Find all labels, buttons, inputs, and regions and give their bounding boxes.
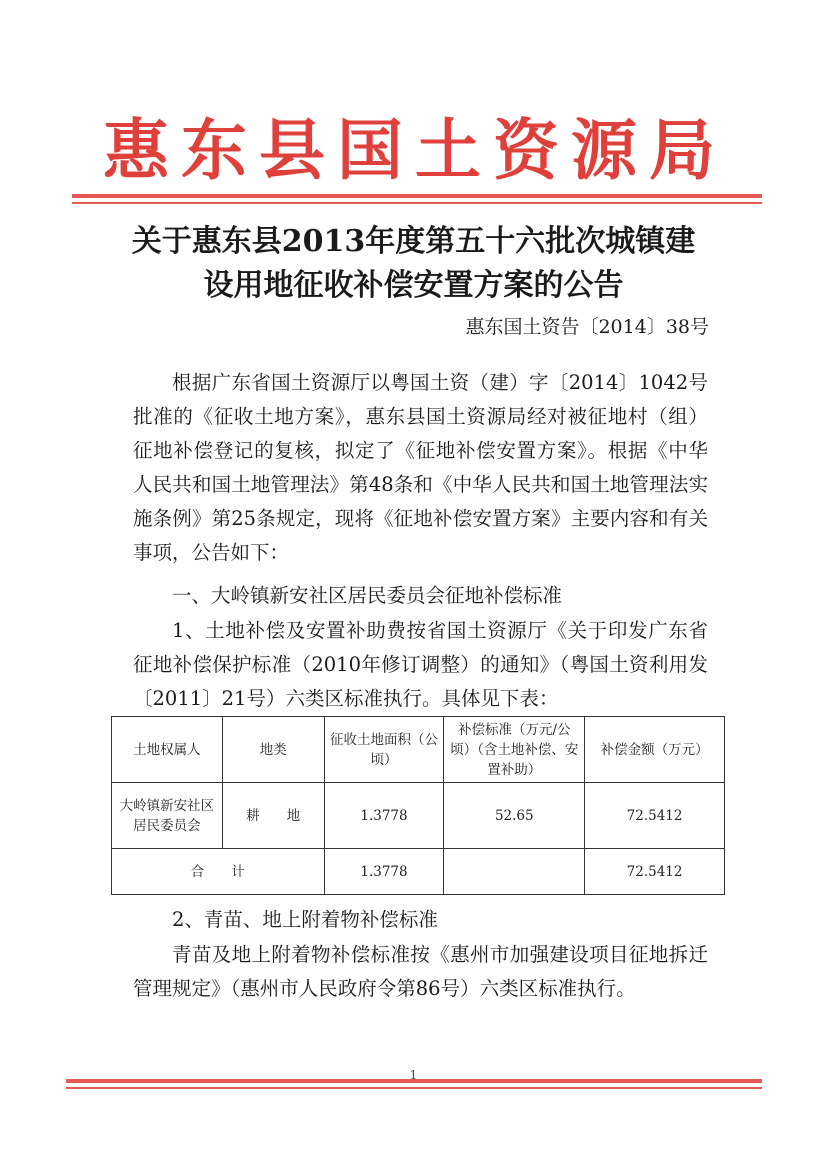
total-amount: 72.5412 [585,849,725,895]
section-1-heading: 一、大岭镇新安社区居民委员会征地补偿标准 [172,584,563,607]
compensation-table [111,716,725,895]
cell-area: 1.3778 [324,783,444,849]
header-owner: 土地权属人 [112,717,223,783]
section-2-paragraph: 青苗及地上附着物补偿标准按《惠州市加强建设项目征地拆迁管理规定》（惠州市人民政府令第86号）六类区标准执行。 [133,943,708,1000]
section-1-paragraph: 1、土地补偿及安置补助费按省国土资源厅《关于印发广东省征地补偿保护标准（2010年修订调整）的通知》（粤国土资利用发〔2011〕21号）六类区标准执行。具体见下表： [133,619,708,710]
header-amount: 补偿金额（万元） [585,717,725,783]
footer-rule-thin [66,1087,762,1089]
intro-paragraph: 根据广东省国土资源厅以粤国土资（建）字〔2014〕1042号批准的《征收土地方案》，惠东县国土资源局经对被征地村（组）征地补偿登记的复核，拟定了《征地补偿安置方案》。根据《中华人民共和国土地管理法》第48条和《中华人民共和国土地管理法实施条例》第25条规定，现将《征地补偿安置方案》主要内容和有关事项，公告如下： [133,371,708,564]
header-rule-thick [72,194,762,198]
agency-header: 惠东县国土资源局 [103,111,727,189]
header-area: 征收土地面积（公顷） [324,717,444,783]
table-total-row [112,849,725,895]
title-line-2: 设用地征收补偿安置方案的公告 [203,268,624,303]
total-label: 合 计 [112,849,325,895]
table-row [112,783,725,849]
total-area: 1.3778 [324,849,444,895]
header-rule-thin [72,202,762,204]
title-line-1: 关于惠东县2013年度第五十六批次城镇建 [131,224,696,259]
header-land-type: 地类 [222,717,324,783]
cell-owner: 大岭镇新安社区居民委员会 [112,783,223,849]
section-2-heading: 2、青苗、地上附着物补偿标准 [172,908,438,931]
cell-amount: 72.5412 [585,783,725,849]
cell-land-type: 耕 地 [222,783,324,849]
total-standard-empty [444,849,585,895]
document-number: 惠东国土资告〔2014〕38号 [465,316,709,338]
document-title [80,220,747,308]
page-number: 1 [409,1068,418,1082]
cell-standard: 52.65 [444,783,585,849]
header-standard: 补偿标准（万元/公顷）（含土地补偿、安置补助） [444,717,585,783]
table-header-row [112,717,725,783]
